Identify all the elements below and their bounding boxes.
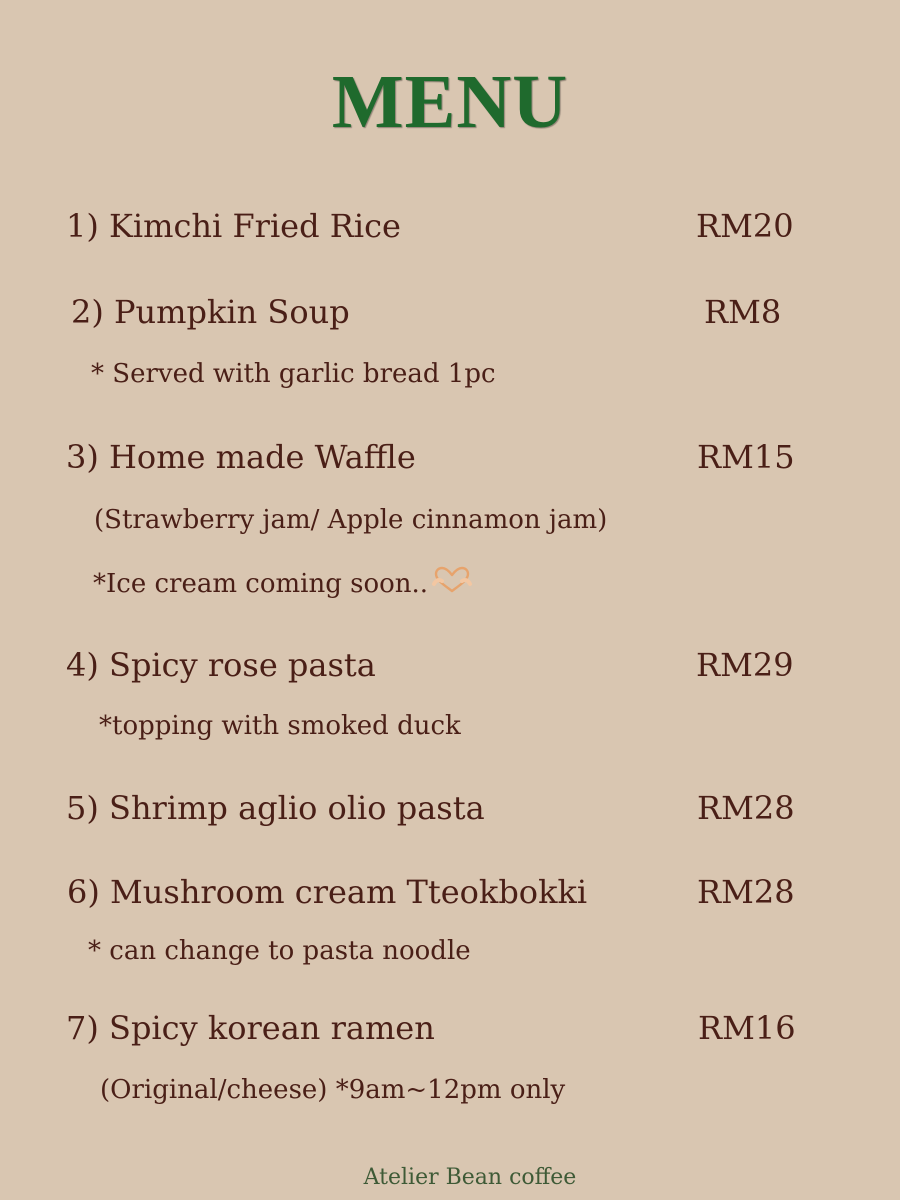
menu-item-2-price: RM8 [704, 293, 782, 331]
menu-item-7-price: RM16 [698, 1009, 796, 1047]
menu-item-4-name: 4) Spicy rose pasta [66, 646, 376, 684]
menu-item-6-note-1: * can change to pasta noodle [88, 936, 471, 966]
menu-item-3-note-1: (Strawberry jam/ Apple cinnamon jam) [94, 505, 608, 535]
menu-item-2-name: 2) Pumpkin Soup [71, 293, 350, 331]
menu-item-1-name: 1) Kimchi Fried Rice [66, 207, 401, 245]
menu-title: MENU [331, 60, 569, 144]
menu-item-3-name: 3) Home made Waffle [66, 438, 416, 476]
footer-brand: Atelier Bean coffee [363, 1165, 577, 1190]
menu-item-3-note-2 [93, 566, 474, 599]
menu-item-7-name: 7) Spicy korean ramen [66, 1009, 435, 1047]
menu-item-3-price: RM15 [697, 438, 795, 476]
menu-item-3-note-2-text: *Ice cream coming soon.. [93, 569, 429, 599]
menu-item-1-price: RM20 [696, 207, 794, 245]
menu-item-4-price: RM29 [696, 646, 794, 684]
menu-item-5-name: 5) Shrimp aglio olio pasta [66, 789, 485, 827]
menu-item-2-note-1: * Served with garlic bread 1pc [91, 359, 496, 389]
heart-hands-icon [430, 566, 474, 599]
menu-item-4-note-1: *topping with smoked duck [99, 711, 461, 741]
menu-item-6-name: 6) Mushroom cream Tteokbokki [67, 873, 588, 911]
menu-item-7-note-1: (Original/cheese) *9am~12pm only [100, 1075, 566, 1105]
menu-item-5-price: RM28 [697, 789, 795, 827]
menu-item-6-price: RM28 [697, 873, 795, 911]
